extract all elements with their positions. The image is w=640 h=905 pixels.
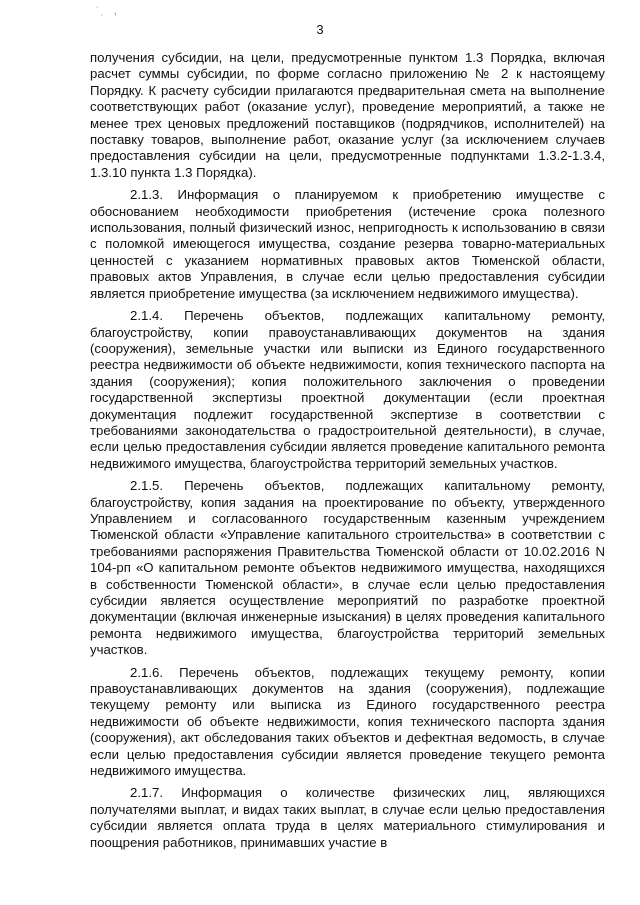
paragraph-2-1-7: 2.1.7. Информация о количестве физических лиц, являющихся получателями выплат, и видах таких выплат, в случае если целью предоставления субсидии является оплата труда в целях материального стимулирования и поощрения работников, принимавших участие в <box>90 785 605 850</box>
page-number: 3 <box>316 22 324 37</box>
paragraph-continuation: получения субсидии, на цели, предусмотренные пунктом 1.3 Порядка, включая расчет суммы субсидии, по форме согласно приложению № 2 к настоящему Порядку. К расчету субсидии прилагаются предварительная смета на выполнение соответствующих работ (оказание услуг), проведение мероприятий, а также не менее трех ценовых предложений поставщиков (подрядчиков, исполнителей) на поставку товаров, выполнение работ, оказание услуг (за исключением случаев предоставления субсидии на цели, предусмотренные подпунктами 1.3.2-1.3.4, 1.3.10 пункта 1.3 Порядка). <box>90 50 605 180</box>
scan-artifact: ˙ ̣ , <box>96 6 120 17</box>
paragraph-2-1-4: 2.1.4. Перечень объектов, подлежащих капитальному ремонту, благоустройству, копии правоустанавливающих документов на здания (сооружения), земельные участки или выписки из Единого государственного реестра недвижимости об объекте недвижимости, копия технического паспорта на здания (сооружения); копия положительного заключения о проведении государственной экспертизы проектной документации (если проектная документация подлежит государственной экспертизе в соответствии с требованиями законодательства о градостроительной деятельности), в случае, если целью предоставления субсидии является проведение капитального ремонта недвижимого имущества, благоустройства территорий земельных участков. <box>90 308 605 471</box>
paragraph-2-1-6: 2.1.6. Перечень объектов, подлежащих текущему ремонту, копии правоустанавливающих документов на здания (сооружения), подлежащие текущему ремонту или выписка из Единого государственного реестра недвижимости об объекте недвижимости, копия технического паспорта здания (сооружения), акт обследования таких объектов и дефектная ведомость, в случае если целью предоставления субсидии является проведение текущего ремонта недвижимого имущества. <box>90 664 605 779</box>
paragraph-2-1-3: 2.1.3. Информация о планируемом к приобретению имуществе с обоснованием необходимости приобретения (истечение срока полезного использования, полный физический износ, непригодность к использованию в связи с поломкой имеющегося имущества, создание резерва товарно-материальных ценностей с указанием нормативных правовых актов Тюменской области, правовых актов Управления, в случае если целью предоставления субсидии является приобретение имущества (за исключением недвижимого имущества). <box>90 187 605 301</box>
document-body <box>90 50 605 857</box>
paragraph-2-1-5: 2.1.5. Перечень объектов, подлежащих капитальному ремонту, благоустройству, копия задания на проектирование по объекту, утвержденного Управлением и согласованного государственным казенным учреждением Тюменской области «Управление капитального строительства» в соответствии с требованиями распоряжения Правительства Тюменской области от 10.02.2016 N 104-рп «О капитальном ремонте объектов недвижимого имущества, находящихся в собственности Тюменской области», в случае если целью предоставления субсидии является осуществление мероприятий по разработке проектной документации (включая инженерные изыскания) в целях проведения капитального ремонта недвижимого имущества, благоустройства территорий земельных участков. <box>90 478 605 658</box>
